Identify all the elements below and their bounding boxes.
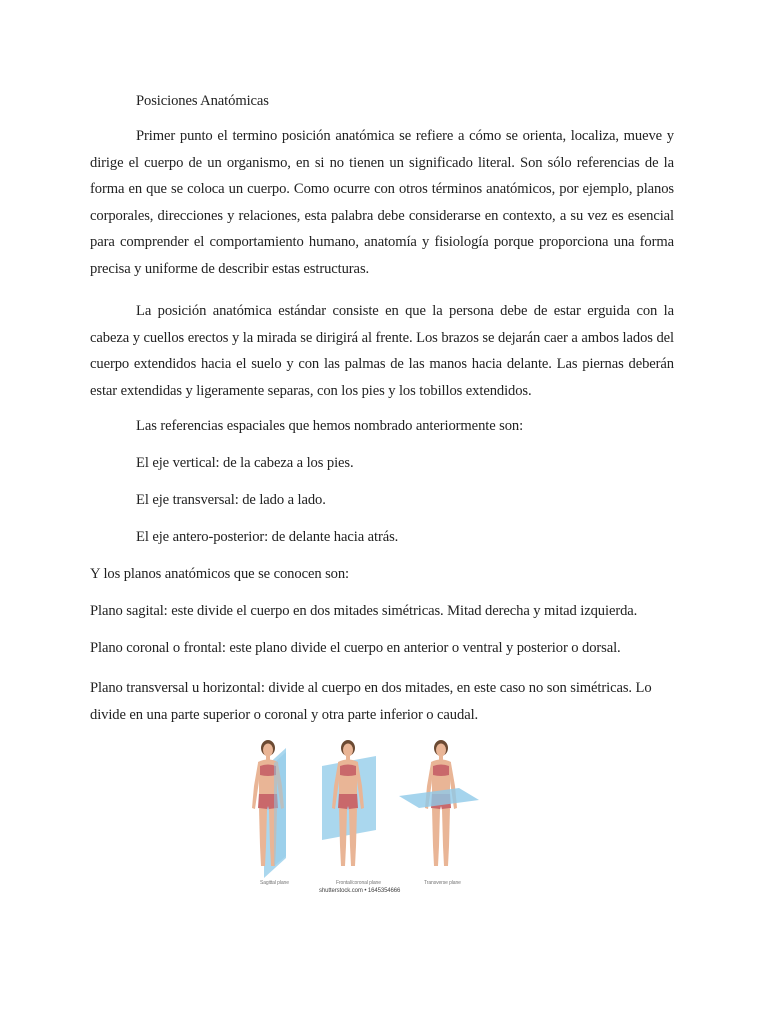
paragraph-standard-position: La posición anatómica estándar consiste en que la persona debe de estar erguida con la cabeza y cuellos erectos y la mirada se dirigirá al frente. Los brazos se dejarán caer a ambos lados del cuerpo extendidos hacia el suelo y con las palmas de las manos hacia delante. Las piernas deberán estar extendidas y ligeramente separas, con los pies y los tobillos extendidos.	[90, 303, 674, 399]
caption-sagittal: Sagittal plane	[260, 880, 289, 886]
axis-vertical: El eje vertical: de la cabeza a los pies.	[136, 455, 354, 471]
transverse-figure	[399, 740, 479, 866]
caption-frontal: Frontal/coronal plane	[336, 880, 381, 886]
planes-intro: Y los planos anatómicos que se conocen son:	[90, 566, 350, 582]
paragraph-definition: Primer punto el termino posición anatómica se refiere a cómo se orienta, localiza, mueve y dirige el cuerpo de un organismo, en si no tienen un significado literal. Son sólo referencias de la forma en que se coloca un cuerpo. Como ocurre con otros términos anatómicos, por ejemplo, planos corporales, direcciones y relaciones, esta palabra debe considerarse en contexto, a su vez es esencial para comprender el comportamiento humano, anatomía y fisiología porque proporciona una forma precisa y uniforme de describir estas estructuras.	[90, 128, 674, 277]
references-intro: Las referencias espaciales que hemos nombrado anteriormente son:	[136, 418, 524, 434]
coronal-figure	[322, 740, 376, 866]
plane-coronal: Plano coronal o frontal: este plano divide el cuerpo en anterior o ventral y posterior o dorsal.	[90, 640, 621, 656]
axis-transversal: El eje transversal: de lado a lado.	[136, 492, 326, 508]
anatomical-planes-illustration	[244, 738, 484, 888]
sagittal-figure	[252, 740, 286, 878]
caption-transverse: Transverse plane	[424, 880, 461, 886]
document-title: Posiciones Anatómicas	[136, 93, 269, 109]
plane-transversal: Plano transversal u horizontal: divide al cuerpo en dos mitades, en este caso no son simétricas. Lo divide en una parte superior o coronal y otra parte inferior o caudal.	[90, 680, 652, 723]
anatomical-planes-figure	[244, 738, 484, 898]
plane-sagital: Plano sagital: este divide el cuerpo en dos mitades simétricas. Mitad derecha y mitad izquierda.	[90, 603, 638, 619]
image-source-watermark: shutterstock.com • 1645354666	[319, 888, 401, 894]
axis-antero-posterior: El eje antero-posterior: de delante hacia atrás.	[136, 529, 399, 545]
